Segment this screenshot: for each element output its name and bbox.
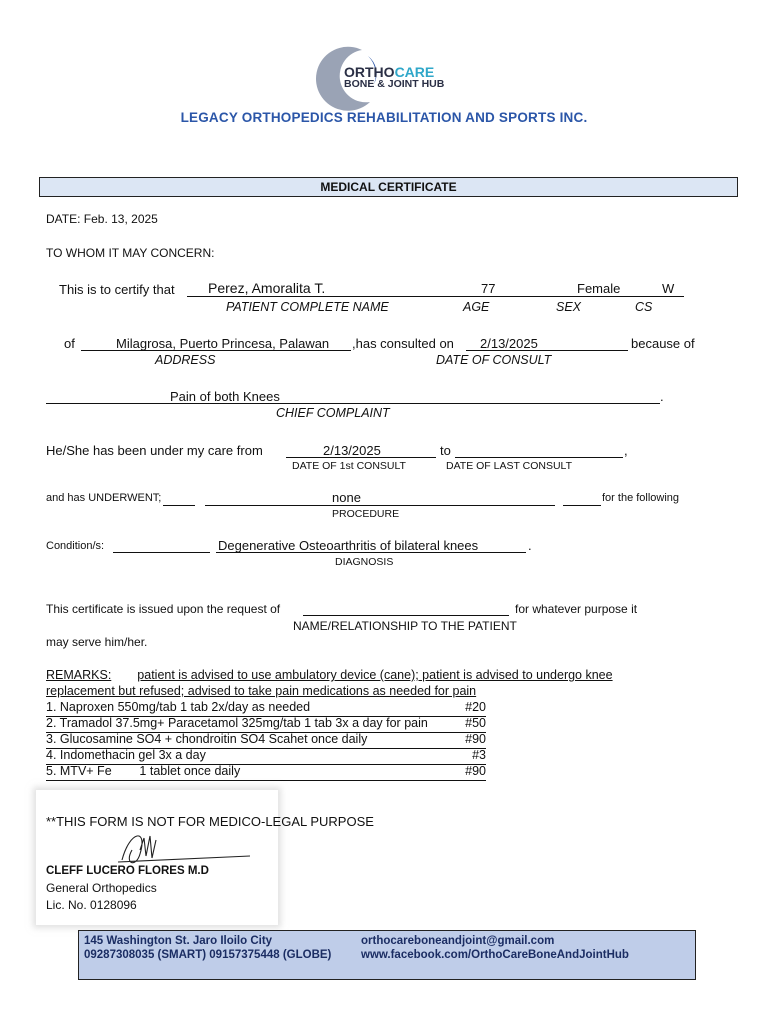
because-label: because of [631,336,695,351]
footer-website[interactable]: www.facebook.com/OrthoCareBoneAndJointHub [361,949,629,961]
remarks-line1 [46,668,613,682]
request-underline [303,615,509,616]
chief-complaint: Pain of both Knees [170,389,280,404]
medication-row [46,764,486,781]
diagnosis-caption: DIAGNOSIS [335,556,394,568]
last-consult-caption: DATE OF LAST CONSULT [446,460,573,472]
certify-lead: This is to certify that [59,282,175,297]
date-line: DATE: Feb. 13, 2025 [46,212,158,226]
physician-specialty: General Orthopedics [46,881,157,895]
of-label: of [64,336,75,351]
first-consult-date: 2/13/2025 [323,443,381,458]
patient-sex: Female [577,281,621,296]
footer-email[interactable]: orthocareboneandjoint@gmail.com [361,935,555,947]
footer-address: 145 Washington St. Jaro Iloilo City [84,935,273,947]
physician-name: CLEFF LUCERO FLORES M.D [46,865,209,877]
condition-lead: Condition/s: [46,540,105,552]
physician-license: Lic. No. 0128096 [46,898,137,912]
request-trail: for whatever purpose it [515,602,638,616]
medication-row [46,700,486,717]
document-title: MEDICAL CERTIFICATE [39,177,738,197]
procedure-value: none [332,490,361,505]
medication-row [46,716,486,733]
remarks-text1: patient is advised to use ambulatory device (cane); patient is advised to undergo knee [137,668,613,682]
request-caption: NAME/RELATIONSHIP TO THE PATIENT [293,619,517,633]
age-caption: AGE [463,300,490,314]
consulted-label: ,has consulted on [352,336,454,351]
medication-text: 5. MTV+ Fe 1 tablet once daily [46,764,241,778]
medication-qty: #20 [465,700,486,714]
complaint-caption: CHIEF COMPLAINT [276,406,390,420]
medication-text: 4. Indomethacin gel 3x a day [46,748,206,762]
cs-caption: CS [635,300,653,314]
footer-phones: 09287308035 (SMART) 09157375448 (GLOBE) [84,949,332,961]
medication-qty: #3 [472,748,486,762]
patient-name: Perez, Amoralita T. [208,280,326,296]
address-caption: ADDRESS [155,353,216,367]
patient-cs: W [662,281,675,296]
organization-name: LEGACY ORTHOPEDICS REHABILITATION AND SPORTS INC. [180,110,588,125]
patient-name-caption: PATIENT COMPLETE NAME [226,300,389,314]
remarks-line2: replacement but refused; advised to take pain medications as needed for pain [46,684,477,698]
footer-contact [78,930,696,980]
orthocare-logo [310,44,470,114]
consult-date-caption: DATE OF CONSULT [436,353,552,367]
procedure-underline-b [205,505,555,506]
medication-row [46,732,486,749]
medication-text: 2. Tramadol 37.5mg+ Paracetamol 325mg/tab 1 tab 3x a day for pain [46,716,428,730]
to-label: to [440,443,451,458]
patient-age: 77 [481,281,496,296]
last-consult-underline [455,457,623,458]
condition-underline-a [113,552,210,553]
logo-text-care: CARE [394,64,435,80]
consult-date: 2/13/2025 [480,336,538,351]
diagnosis-value: Degenerative Osteoarthritis of bilateral knees [218,538,479,553]
patient-address: Milagrosa, Puerto Princesa, Palawan [116,336,330,351]
care-lead: He/She has been under my care from [46,443,263,458]
medication-text: 3. Glucosamine SO4 + chondroitin SO4 Scahet once daily [46,732,368,746]
certify-underline [187,296,684,297]
remarks-label: REMARKS: [46,668,112,682]
complaint-period: . [660,389,664,404]
medication-row [46,748,486,765]
medication-qty: #90 [465,764,486,778]
procedure-underline-a [163,505,195,506]
request-line2: may serve him/her. [46,635,148,649]
medico-legal-notice: **THIS FORM IS NOT FOR MEDICO-LEGAL PURPOSE [46,814,374,829]
complaint-underline [46,403,660,404]
logo-subtitle: BONE & JOINT HUB [344,78,445,90]
procedure-underline-c [563,505,601,506]
logo-text-ortho: ORTHO [344,64,395,80]
salutation: TO WHOM IT MAY CONCERN: [46,246,215,260]
medication-qty: #90 [465,732,486,746]
procedure-lead: and has UNDERWENT; [46,492,162,504]
procedure-trail: for the following [602,492,680,504]
care-comma: , [624,443,628,458]
medication-qty: #50 [465,716,486,730]
procedure-caption: PROCEDURE [332,508,400,520]
first-consult-caption: DATE OF 1st CONSULT [292,460,406,472]
condition-period: . [528,538,532,553]
sex-caption: SEX [556,300,582,314]
request-lead: This certificate is issued upon the request of [46,602,281,616]
medication-text: 1. Naproxen 550mg/tab 1 tab 2x/day as needed [46,700,311,714]
